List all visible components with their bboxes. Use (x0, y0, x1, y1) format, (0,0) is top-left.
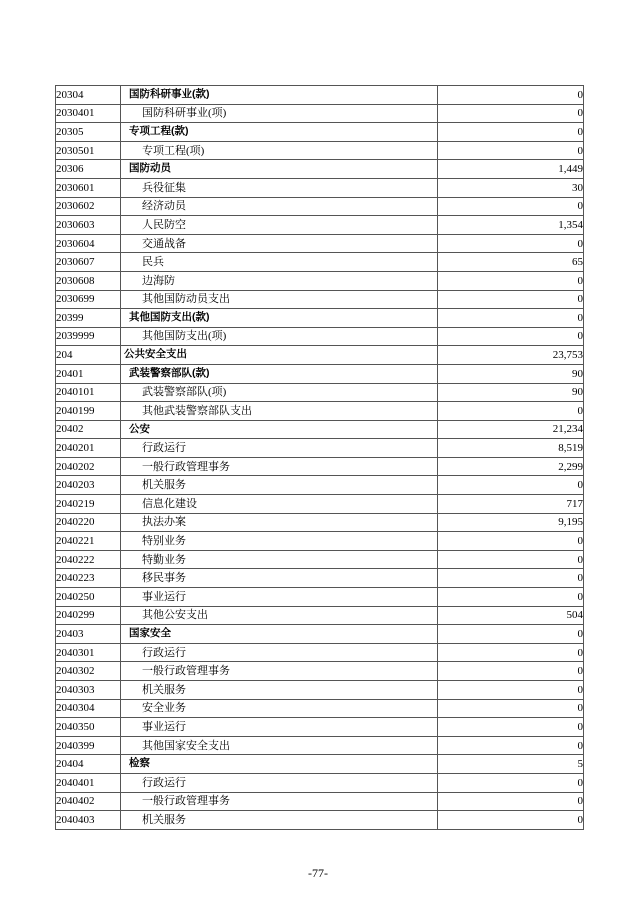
table-row (56, 364, 584, 383)
row-name: 特勤业务 (121, 550, 438, 569)
row-code: 20306 (56, 160, 121, 179)
row-value: 21,234 (438, 420, 584, 439)
table-row (56, 86, 584, 105)
page-number: -77- (308, 866, 328, 880)
table-row (56, 327, 584, 346)
row-code: 2040199 (56, 402, 121, 421)
row-name: 专项工程(款) (121, 123, 438, 142)
table-row (56, 420, 584, 439)
table-row (56, 290, 584, 309)
row-code: 2040403 (56, 811, 121, 830)
row-code: 2030608 (56, 271, 121, 290)
row-name: 兵役征集 (121, 178, 438, 197)
row-name: 国防动员 (121, 160, 438, 179)
row-code: 2039999 (56, 327, 121, 346)
table-row (56, 457, 584, 476)
row-code: 20305 (56, 123, 121, 142)
row-code: 2030603 (56, 216, 121, 235)
table-row (56, 234, 584, 253)
row-name: 公共安全支出 (121, 346, 438, 365)
table-row (56, 625, 584, 644)
row-code: 2040350 (56, 718, 121, 737)
row-name: 边海防 (121, 271, 438, 290)
table-row (56, 123, 584, 142)
row-value: 8,519 (438, 439, 584, 458)
table-row (56, 216, 584, 235)
row-code: 2040222 (56, 550, 121, 569)
row-value: 0 (438, 550, 584, 569)
row-code: 2030604 (56, 234, 121, 253)
table-row (56, 495, 584, 514)
table-row (56, 476, 584, 495)
table-row (56, 178, 584, 197)
row-name: 行政运行 (121, 773, 438, 792)
row-name: 专项工程(项) (121, 141, 438, 160)
row-code: 2040402 (56, 792, 121, 811)
row-name: 其他国防支出(款) (121, 309, 438, 328)
budget-table (55, 85, 584, 830)
row-name: 其他武装警察部队支出 (121, 402, 438, 421)
row-name: 一般行政管理事务 (121, 457, 438, 476)
row-code: 2040203 (56, 476, 121, 495)
row-value: 0 (438, 773, 584, 792)
row-value: 0 (438, 104, 584, 123)
table-row (56, 532, 584, 551)
table-row (56, 513, 584, 532)
budget-table-body (56, 86, 584, 830)
table-row (56, 773, 584, 792)
row-name: 公安 (121, 420, 438, 439)
table-row (56, 402, 584, 421)
row-value: 504 (438, 606, 584, 625)
row-value: 0 (438, 662, 584, 681)
row-code: 20401 (56, 364, 121, 383)
row-code: 20399 (56, 309, 121, 328)
row-name: 机关服务 (121, 476, 438, 495)
row-code: 20404 (56, 755, 121, 774)
table-row (56, 104, 584, 123)
table-row (56, 606, 584, 625)
row-value: 0 (438, 625, 584, 644)
row-value: 2,299 (438, 457, 584, 476)
row-name: 执法办案 (121, 513, 438, 532)
row-name: 民兵 (121, 253, 438, 272)
row-name: 机关服务 (121, 681, 438, 700)
row-name: 一般行政管理事务 (121, 792, 438, 811)
row-code: 2040304 (56, 699, 121, 718)
table-row (56, 681, 584, 700)
row-name: 经济动员 (121, 197, 438, 216)
row-value: 0 (438, 569, 584, 588)
row-name: 国防科研事业(项) (121, 104, 438, 123)
row-value: 65 (438, 253, 584, 272)
row-code: 20403 (56, 625, 121, 644)
row-name: 信息化建设 (121, 495, 438, 514)
row-name: 行政运行 (121, 643, 438, 662)
row-code: 2040219 (56, 495, 121, 514)
row-name: 武装警察部队(项) (121, 383, 438, 402)
row-code: 2040299 (56, 606, 121, 625)
table-row (56, 550, 584, 569)
table-row (56, 643, 584, 662)
table-row (56, 569, 584, 588)
row-value: 90 (438, 364, 584, 383)
row-name: 国家安全 (121, 625, 438, 644)
row-name: 行政运行 (121, 439, 438, 458)
row-code: 2030602 (56, 197, 121, 216)
table-row (56, 588, 584, 607)
row-value: 0 (438, 327, 584, 346)
table-row (56, 792, 584, 811)
table-row (56, 811, 584, 830)
row-value: 0 (438, 271, 584, 290)
row-name: 安全业务 (121, 699, 438, 718)
row-code: 2040101 (56, 383, 121, 402)
row-name: 检察 (121, 755, 438, 774)
row-name: 移民事务 (121, 569, 438, 588)
table-row (56, 718, 584, 737)
table-row (56, 662, 584, 681)
row-name: 其他国家安全支出 (121, 736, 438, 755)
row-name: 事业运行 (121, 588, 438, 607)
row-value: 90 (438, 383, 584, 402)
table-row (56, 699, 584, 718)
row-code: 2040220 (56, 513, 121, 532)
row-name: 其他公安支出 (121, 606, 438, 625)
row-value: 30 (438, 178, 584, 197)
row-value: 9,195 (438, 513, 584, 532)
row-value: 1,449 (438, 160, 584, 179)
row-name: 事业运行 (121, 718, 438, 737)
row-code: 2040303 (56, 681, 121, 700)
row-code: 2040250 (56, 588, 121, 607)
table-row (56, 736, 584, 755)
row-code: 2030401 (56, 104, 121, 123)
row-value: 0 (438, 681, 584, 700)
row-value: 23,753 (438, 346, 584, 365)
row-code: 2040401 (56, 773, 121, 792)
row-value: 1,354 (438, 216, 584, 235)
row-code: 20304 (56, 86, 121, 105)
row-code: 2030607 (56, 253, 121, 272)
table-row (56, 383, 584, 402)
table-row (56, 160, 584, 179)
row-value: 0 (438, 588, 584, 607)
row-name: 一般行政管理事务 (121, 662, 438, 681)
row-value: 0 (438, 532, 584, 551)
row-code: 2040302 (56, 662, 121, 681)
row-code: 2030699 (56, 290, 121, 309)
table-row (56, 197, 584, 216)
row-name: 其他国防支出(项) (121, 327, 438, 346)
row-name: 武装警察部队(款) (121, 364, 438, 383)
row-value: 0 (438, 736, 584, 755)
table-row (56, 271, 584, 290)
table-row (56, 309, 584, 328)
row-value: 0 (438, 309, 584, 328)
row-value: 0 (438, 290, 584, 309)
row-value: 0 (438, 476, 584, 495)
row-value: 5 (438, 755, 584, 774)
row-code: 2030601 (56, 178, 121, 197)
row-name: 特别业务 (121, 532, 438, 551)
row-value: 0 (438, 699, 584, 718)
row-value: 717 (438, 495, 584, 514)
row-name: 机关服务 (121, 811, 438, 830)
row-code: 2040399 (56, 736, 121, 755)
table-row (56, 346, 584, 365)
row-value: 0 (438, 811, 584, 830)
row-name: 国防科研事业(款) (121, 86, 438, 105)
table-row (56, 755, 584, 774)
row-code: 20402 (56, 420, 121, 439)
row-code: 2040202 (56, 457, 121, 476)
table-row (56, 439, 584, 458)
row-code: 2040221 (56, 532, 121, 551)
row-value: 0 (438, 718, 584, 737)
row-value: 0 (438, 643, 584, 662)
row-value: 0 (438, 197, 584, 216)
row-value: 0 (438, 234, 584, 253)
row-value: 0 (438, 123, 584, 142)
table-row (56, 141, 584, 160)
row-value: 0 (438, 402, 584, 421)
row-code: 2040223 (56, 569, 121, 588)
table-row (56, 253, 584, 272)
row-code: 204 (56, 346, 121, 365)
row-name: 交通战备 (121, 234, 438, 253)
row-value: 0 (438, 86, 584, 105)
row-code: 2040301 (56, 643, 121, 662)
row-name: 人民防空 (121, 216, 438, 235)
row-value: 0 (438, 141, 584, 160)
row-name: 其他国防动员支出 (121, 290, 438, 309)
row-code: 2030501 (56, 141, 121, 160)
row-value: 0 (438, 792, 584, 811)
row-code: 2040201 (56, 439, 121, 458)
